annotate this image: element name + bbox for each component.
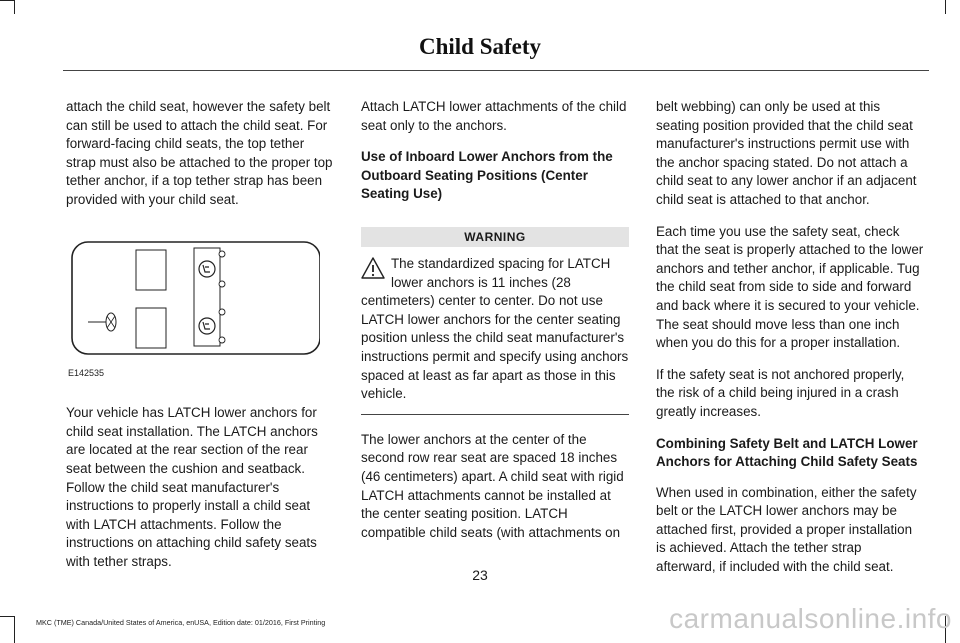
paragraph: When used in combination, either the safety belt or the LATCH lower anchors may be attached first, provided a proper installation is achieved. Attach the tether strap afterward, if included with the child seat. <box>656 484 917 575</box>
warning-triangle-icon <box>361 257 385 279</box>
paragraph: Each time you use the safety seat, check that the seat is properly attached to the lower anchors and tether anchor, if applicable. Tug the child seat from side to side and forward and back where it is secured to your vehicle. The seat should move less than one inch when you do this for a proper installation. <box>656 223 924 351</box>
crop-mark <box>14 0 15 14</box>
warning-text: The standardized spacing for LATCH lower anchors is 11 inches (28 centimeters) center to center. Do not use LATCH lower anchors for the center seating position unless the child seat manufacturer's instructions permit and specify using anchors spaced at least as far apart as those in this vehicle. <box>361 255 629 402</box>
crop-mark <box>0 616 14 617</box>
crop-mark <box>0 0 14 1</box>
paragraph: attach the child seat, however the safety belt can still be used to attach the child seat. For forward-facing child seats, the top tether strap must also be attached to the proper top tether anchor, if a top tether strap has been provided with your child seat. <box>66 99 333 207</box>
warning-divider <box>361 414 629 415</box>
crop-mark <box>14 616 15 643</box>
page-number: 23 <box>472 567 488 583</box>
warning-header: WARNING <box>361 227 629 247</box>
watermark: carmanualsonline.info <box>669 603 952 634</box>
figure-code: E142535 <box>68 367 105 378</box>
column-2 <box>361 98 629 555</box>
section-heading: Use of Inboard Lower Anchors from the Outboard Seating Positions (Center Seating Use) <box>361 149 613 202</box>
crop-mark <box>945 0 946 14</box>
edition-footer: MKC (TME) Canada/United States of America, enUSA, Edition date: 01/2016, First Printing <box>36 618 326 627</box>
warning-box <box>361 255 629 404</box>
column-1 <box>66 98 334 585</box>
paragraph: belt webbing) can only be used at this seating position provided that the child seat manufacturer's instructions permit use with the anchor spacing stated. Do not attach a child seat to any lower anchor if an adjacent child seat is attached to that anchor. <box>656 99 917 207</box>
paragraph: If the safety seat is not anchored properly, the risk of a child being injured in a crash greatly increases. <box>656 366 905 419</box>
title-divider <box>63 70 929 71</box>
latch-anchor-diagram <box>68 240 320 358</box>
section-heading: Combining Safety Belt and LATCH Lower Anchors for Attaching Child Safety Seats <box>656 435 918 470</box>
paragraph: The lower anchors at the center of the second row rear seat are spaced 18 inches (46 centimeters) apart. A child seat with rigid LATCH attachments cannot be installed at the center seating position. LATCH compatible child seats (with attachments on <box>361 431 624 540</box>
page-title: Child Safety <box>418 34 542 59</box>
paragraph: Your vehicle has LATCH lower anchors for child seat installation. The LATCH anchors are located at the rear section of the rear seat between the cushion and seatback. Follow the child seat manufacturer's instructions to properly install a child seat with LATCH attachments. Follow the instructions on attaching child safety seats with tether straps. <box>66 405 318 569</box>
column-3 <box>656 98 924 590</box>
paragraph: Attach LATCH lower attachments of the child seat only to the anchors. <box>361 99 627 133</box>
